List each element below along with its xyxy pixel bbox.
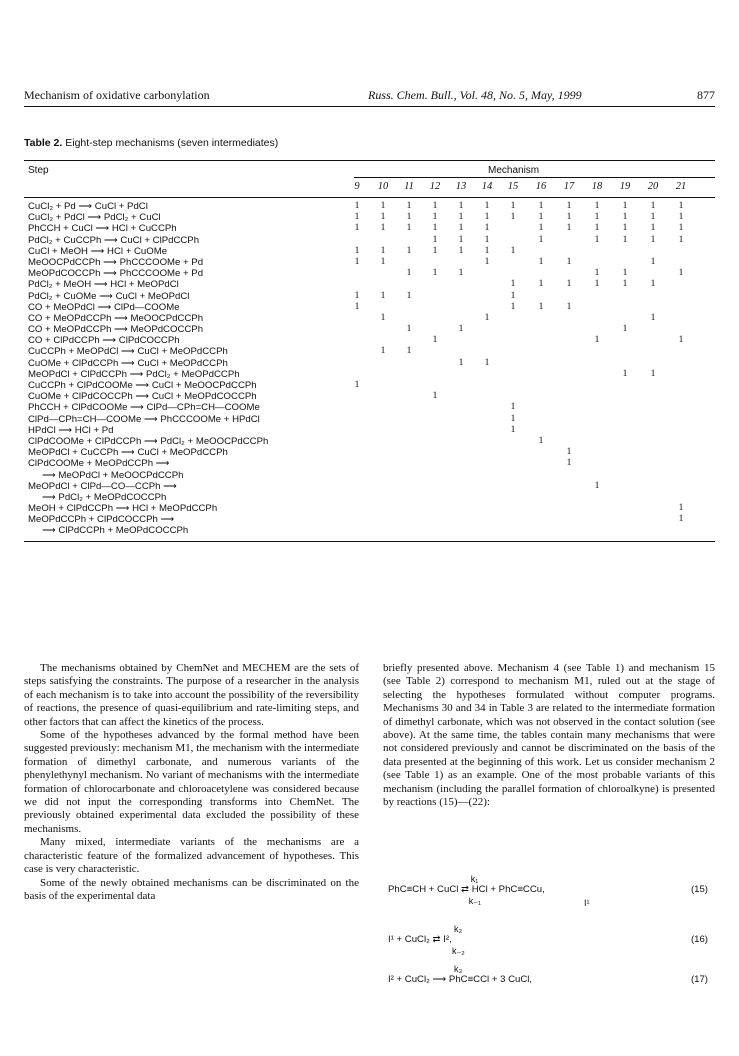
header-rule	[24, 106, 715, 107]
mechanism-mark: 1	[622, 368, 628, 379]
header-journal: Russ. Chem. Bull., Vol. 48, No. 5, May, 1999	[368, 88, 582, 102]
mechanism-mark: 1	[538, 435, 544, 446]
mechanism-mark: 1	[622, 234, 628, 245]
mechanism-mark: 1	[622, 268, 628, 279]
table-row	[24, 503, 715, 514]
mechanism-mark: 1	[510, 301, 516, 312]
mechanism-mark: 1	[678, 234, 684, 245]
mechanism-mark: 1	[566, 212, 572, 223]
rate-constant-reverse: k₋₁	[468, 896, 482, 906]
mechanism-mark: 1	[594, 223, 600, 234]
table-row	[24, 402, 715, 413]
mechanism-mark: 1	[594, 212, 600, 223]
mechanism-mark: 1	[406, 324, 412, 335]
mechanism-mark: 1	[678, 503, 684, 514]
table-row	[24, 514, 715, 525]
mechanism-number: 20	[647, 181, 659, 192]
step-equation: PdCl₂ + CuCCPh ⟶ CuCl + ClPdCCPh	[28, 234, 200, 246]
mechanism-mark: 1	[458, 201, 464, 211]
mechanism-mark: 1	[566, 223, 572, 234]
table-caption	[24, 137, 278, 149]
step-equation: CuCl + MeOH ⟶ HCl + CuOMe	[28, 245, 168, 257]
mechanism-mark: 1	[432, 245, 438, 256]
mechanism-mark: 1	[406, 201, 412, 211]
mechanism-mark: 1	[650, 223, 656, 234]
mechanism-mark: 1	[510, 424, 516, 435]
mechanism-mark: 1	[538, 212, 544, 223]
mechanism-number: 14	[481, 181, 493, 192]
equation-number: (15)	[690, 884, 708, 895]
mechanism-mark: 1	[622, 279, 628, 290]
mechanism-mark: 1	[458, 234, 464, 245]
mechanism-mark: 1	[354, 223, 360, 234]
mechanism-mark: 1	[594, 268, 600, 279]
left-text-column	[24, 662, 359, 903]
rate-constant-forward: k₁	[470, 874, 479, 884]
mechanism-mark: 1	[458, 212, 464, 223]
mechanism-number: 19	[619, 181, 631, 192]
table-row	[24, 246, 715, 257]
mechanism-mark: 1	[458, 223, 464, 234]
paragraph: The mechanisms obtained by ChemNet and MECHEM are the sets of steps satisfying the constraints. The purpose of a researcher in the analysis of each mechanism is to take into account the possibility of the reversibility of reactions, the presence of quasi-equilibrium and rate-limiting steps, and other factors that can affect the kinetics of the process.	[24, 662, 359, 728]
mechanism-mark: 1	[650, 368, 656, 379]
mechanism-mark: 1	[484, 234, 490, 245]
mechanism-mark: 1	[594, 279, 600, 290]
table-top-rule	[24, 160, 715, 161]
mechanism-number: 13	[455, 181, 467, 192]
reaction-equation	[388, 966, 718, 996]
mechanism-mark: 1	[380, 346, 386, 357]
mechanism-mark: 1	[510, 279, 516, 290]
mechanism-mark: 1	[594, 480, 600, 491]
table-row	[24, 470, 715, 481]
paragraph: briefly presented above. Mechanism 4 (see Table 1) and mechanism 15 (see Table 2) correspond to mechanism M1, ruled out at the stage of selecting the hypotheses formulated without computer programs. Mechanisms 30 and 34 in Table 3 are related to the intermediate formation of dimethyl carbonate, which was not observed in the contact solution (see above). At the same time, the tables contain many mechanisms that were not considered previously and cannot be discriminated on the basis of the data presented at the beginning of this work. Let us consider mechanism 2 (see Table 1) as an example. One of the most probable variants of this mechanism (including the parallel formation of chloroalkyne) is presented by reactions (15)—(22):	[383, 662, 715, 809]
mechanism-mark: 1	[678, 223, 684, 234]
mechanism-mark: 1	[538, 223, 544, 234]
mechanism-mark: 1	[354, 201, 360, 211]
step-equation: PhCCH + ClPdCOOMe ⟶ ClPd—CPh=CH—COOMe	[28, 402, 260, 414]
table-row	[24, 291, 715, 302]
table-row	[24, 447, 715, 458]
mechanism-mark: 1	[354, 380, 360, 390]
table-row	[24, 525, 715, 536]
mechanism-mark: 1	[406, 212, 412, 223]
mechanism-mark: 1	[538, 301, 544, 312]
mechanism-mark: 1	[354, 212, 360, 223]
rate-constant-forward: k₂	[454, 924, 462, 934]
mechanism-mark: 1	[484, 212, 490, 223]
reaction-equation	[388, 876, 718, 906]
right-text-column	[383, 662, 715, 809]
mechanism-mark: 1	[566, 447, 572, 458]
mechanism-mark: 1	[566, 256, 572, 267]
mechanism-mark: 1	[432, 391, 438, 402]
table-row	[24, 268, 715, 279]
mechanism-mark: 1	[354, 256, 360, 267]
mechanism-mark: 1	[510, 245, 516, 256]
step-equation: CO + MeOPdCCPh ⟶ MeOOCPdCCPh	[28, 312, 204, 324]
mechanism-mark: 1	[538, 256, 544, 267]
step-equation: MeOH + ClPdCCPh ⟶ HCl + MeOPdCCPh	[28, 503, 218, 515]
mechanism-mark: 1	[484, 357, 490, 368]
mechanism-mark: 1	[380, 201, 386, 211]
step-equation: PhCCH + CuCl ⟶ HCl + CuCCPh	[28, 223, 177, 235]
mechanism-mark: 1	[510, 290, 516, 301]
mechanism-mark: 1	[538, 201, 544, 211]
table-row	[24, 369, 715, 380]
table-row	[24, 257, 715, 268]
mechanism-mark: 1	[594, 234, 600, 245]
step-equation: CuCCPh + MeOPdCl ⟶ CuCl + MeOPdCCPh	[28, 346, 228, 358]
intermediate-label: I¹	[584, 898, 590, 908]
table-caption-text: Eight-step mechanisms (seven intermediates)	[65, 137, 279, 149]
equation-number: (16)	[690, 934, 708, 945]
mechanism-mark: 1	[650, 234, 656, 245]
mechanism-mark: 1	[650, 279, 656, 290]
mechanism-mark: 1	[432, 212, 438, 223]
mechanism-mark: 1	[510, 402, 516, 413]
mechanism-mark: 1	[484, 201, 490, 211]
mechanism-mark: 1	[380, 212, 386, 223]
mechanism-mark: 1	[510, 413, 516, 424]
step-equation: MeOPdCl + ClPd—CO—CCPh ⟶	[28, 480, 177, 492]
mechanism-number: 17	[563, 181, 575, 192]
mechanism-mark: 1	[432, 268, 438, 279]
rate-constant-forward: k₃	[454, 964, 463, 974]
step-equation: ⟶ MeOPdCl + MeOOCPdCCPh	[42, 469, 184, 481]
mechanism-number: 9	[354, 181, 360, 192]
step-equation: ClPd—CPh=CH—COOMe ⟶ PhCCCOOMe + HPdCl	[28, 413, 260, 425]
step-equation: CO + MeOPdCl ⟶ ClPd—COOMe	[28, 301, 180, 313]
mechanism-number: 16	[535, 181, 547, 192]
step-equation: CuCl₂ + PdCl ⟶ PdCl₂ + CuCl	[28, 212, 161, 224]
mechanism-mark: 1	[484, 256, 490, 267]
mechanism-mark: 1	[678, 212, 684, 223]
mechanism-mark: 1	[458, 268, 464, 279]
equation-body: PhC≡CH + CuCl ⇄ HCl + PhC≡CCu,	[388, 884, 545, 895]
mechanism-mark: 1	[594, 201, 600, 211]
mechanism-mark: 1	[484, 245, 490, 256]
step-equation: MeOPdCl + CuCCPh ⟶ CuCl + MeOPdCCPh	[28, 447, 228, 459]
table-bottom-rule	[24, 541, 715, 542]
paragraph: Some of the newly obtained mechanisms can be discriminated on the basis of the experimental data	[24, 876, 359, 902]
mechanism-mark: 1	[380, 245, 386, 256]
table-row	[24, 436, 715, 447]
mechanism-mark: 1	[354, 290, 360, 301]
step-equation: ⟶ PdCl₂ + MeOPdCOCCPh	[42, 491, 167, 503]
mechanism-mark: 1	[622, 201, 628, 211]
step-equation: CuOMe + ClPdCCPh ⟶ CuCl + MeOPdCCPh	[28, 357, 228, 369]
mechanism-mark: 1	[432, 201, 438, 211]
mechanism-number: 12	[429, 181, 441, 192]
step-equation: CuCl₂ + Pd ⟶ CuCl + PdCl	[28, 201, 148, 212]
reaction-equation	[388, 926, 718, 956]
mechanism-mark: 1	[458, 245, 464, 256]
mechanism-mark: 1	[484, 312, 490, 323]
mechanism-mark: 1	[406, 245, 412, 256]
table-row	[24, 346, 715, 357]
table-row	[24, 335, 715, 346]
mechanism-mark: 1	[458, 324, 464, 335]
mechanism-mark: 1	[650, 256, 656, 267]
mechanism-mark: 1	[406, 290, 412, 301]
rate-constant-reverse: k₋₂	[452, 946, 465, 956]
table-row	[24, 223, 715, 234]
mechanism-mark: 1	[380, 256, 386, 267]
step-equation: CO + MeOPdCCPh ⟶ MeOPdCOCCPh	[28, 324, 204, 336]
page-number: 877	[697, 88, 715, 102]
table-row	[24, 458, 715, 469]
mechanism-mark: 1	[538, 279, 544, 290]
step-equation: CO + ClPdCCPh ⟶ ClPdCOCCPh	[28, 335, 180, 347]
mechanism-mark: 1	[650, 201, 656, 211]
mechanism-mark: 1	[650, 312, 656, 323]
mechanism-column-header: Mechanism	[488, 165, 540, 176]
equation-body: I² + CuCl₂ ⟶ PhC≡CCl + 3 CuCl,	[388, 974, 533, 985]
mechanism-mark: 1	[432, 335, 438, 346]
table-row	[24, 302, 715, 313]
mechanism-number: 15	[507, 181, 519, 192]
mechanism-mark: 1	[406, 268, 412, 279]
mechanism-mark: 1	[380, 290, 386, 301]
table-row	[24, 201, 715, 212]
step-equation: PdCl₂ + MeOH ⟶ HCl + MeOPdCl	[28, 279, 179, 291]
table-row	[24, 324, 715, 335]
mechanism-mark: 1	[566, 201, 572, 211]
running-header	[24, 88, 715, 106]
step-equation: CuCCPh + ClPdCOOMe ⟶ CuCl + MeOOCPdCCPh	[28, 380, 257, 391]
mechanism-header-rule	[354, 177, 715, 178]
mechanism-mark: 1	[678, 514, 684, 525]
equation-body: I¹ + CuCl₂ ⇄ I²,	[388, 934, 452, 945]
step-equation: ClPdCOOMe + ClPdCCPh ⟶ PdCl₂ + MeOOCPdCCPh	[28, 435, 269, 447]
step-equation: HPdCl ⟶ HCl + Pd	[28, 424, 114, 436]
mechanism-number: 21	[675, 181, 687, 192]
mechanism-mark: 1	[594, 335, 600, 346]
mechanism-mark: 1	[566, 301, 572, 312]
mechanism-mark: 1	[458, 357, 464, 368]
equation-number: (17)	[690, 974, 708, 985]
step-equation: ClPdCOOMe + MeOPdCCPh ⟶	[28, 458, 170, 470]
table-row	[24, 391, 715, 402]
step-equation: MeOPdCCPh + ClPdCOCCPh ⟶	[28, 514, 175, 526]
table-row	[24, 425, 715, 436]
table-row	[24, 212, 715, 223]
mechanism-mark: 1	[432, 223, 438, 234]
mechanism-mark: 1	[354, 245, 360, 256]
mechanism-mark: 1	[622, 324, 628, 335]
step-equation: ⟶ ClPdCCPh + MeOPdCOCCPh	[42, 525, 189, 537]
mechanism-mark: 1	[650, 212, 656, 223]
mechanism-number-row	[24, 181, 715, 195]
mechanism-mark: 1	[510, 212, 516, 223]
header-title: Mechanism of oxidative carbonylation	[24, 88, 210, 102]
mechanism-mark: 1	[510, 201, 516, 211]
mechanism-mark: 1	[484, 223, 490, 234]
table-row	[24, 414, 715, 425]
mechanism-mark: 1	[678, 268, 684, 279]
step-equation: PdCl₂ + CuOMe ⟶ CuCl + MeOPdCl	[28, 290, 190, 302]
table-row	[24, 358, 715, 369]
table-row	[24, 313, 715, 324]
mechanism-mark: 1	[566, 458, 572, 469]
table-body	[24, 201, 715, 537]
mechanism-mark: 1	[406, 223, 412, 234]
step-equation: CuOMe + ClPdCOCCPh ⟶ CuCl + MeOPdCOCCPh	[28, 391, 257, 403]
paragraph: Many mixed, intermediate variants of the mechanisms are a characteristic feature of the formalized advancement of hypotheses. This case is very characteristic.	[24, 836, 359, 876]
table-row	[24, 380, 715, 391]
table-head-rule	[24, 197, 715, 198]
mechanism-number: 18	[591, 181, 603, 192]
mechanism-mark: 1	[538, 234, 544, 245]
mechanism-number: 10	[377, 181, 389, 192]
paragraph: Some of the hypotheses advanced by the formal method have been suggested previously: mechanism M1, the mechanism with the intermediate formation of dimethyl carbonate, and numerous variants of the phenylethynyl mechanism. No variant of mechanisms with the intermediate formation of chlorocarbonate and chloroacetylene was considered because we did not input the corresponding transforms into ChemNet. The previously obtained experimental data excluded the possibility of these mechanisms.	[24, 729, 359, 835]
mechanism-mark: 1	[380, 312, 386, 323]
step-equation: MeOPdCOCCPh ⟶ PhCCCOOMe + Pd	[28, 268, 204, 280]
mechanism-mark: 1	[678, 201, 684, 211]
mechanism-mark: 1	[406, 346, 412, 357]
mechanism-mark: 1	[622, 212, 628, 223]
table-caption-label: Table 2.	[24, 137, 63, 149]
table-row	[24, 279, 715, 290]
mechanism-mark: 1	[380, 223, 386, 234]
step-equation: MeOPdCl + ClPdCCPh ⟶ PdCl₂ + MeOPdCCPh	[28, 368, 240, 380]
mechanism-mark: 1	[622, 223, 628, 234]
table-row	[24, 492, 715, 503]
step-column-header: Step	[28, 165, 49, 176]
table-row	[24, 235, 715, 246]
mechanism-mark: 1	[566, 279, 572, 290]
mechanism-mark: 1	[354, 301, 360, 312]
mechanism-mark: 1	[432, 234, 438, 245]
mechanism-mark: 1	[678, 335, 684, 346]
mechanism-number: 11	[404, 181, 414, 192]
table-row	[24, 481, 715, 492]
step-equation: MeOOCPdCCPh ⟶ PhCCCOOMe + Pd	[28, 256, 204, 268]
